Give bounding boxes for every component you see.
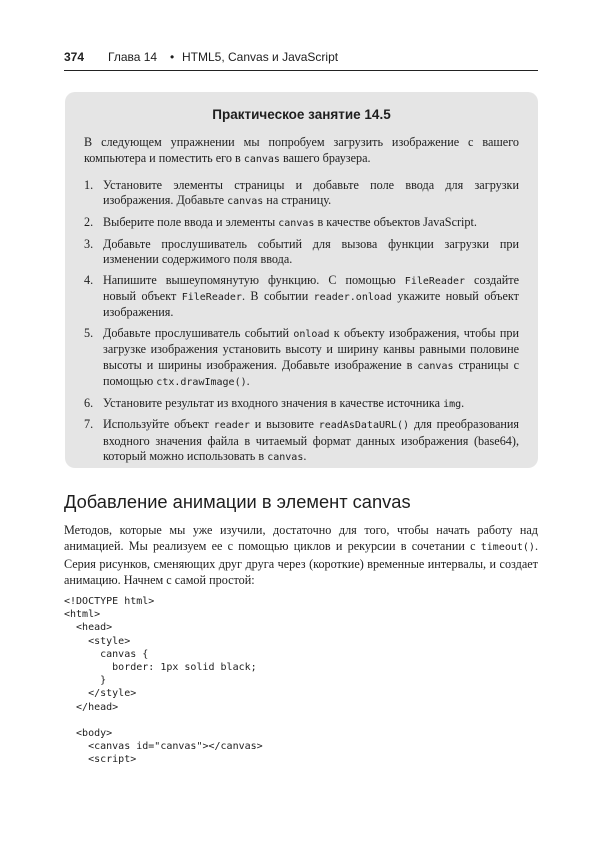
step-text: Установите элементы страницы и добавьте поле ввода для загрузки изображения. Добавьте [103, 178, 519, 208]
step-text: Напишите вышеупомянутую функцию. С помощью [103, 272, 405, 287]
step-item [84, 215, 519, 231]
inline-code: timeout() [480, 542, 535, 553]
intro-text: В следующем упражнении мы попробуем загрузить изображение с вашего компьютера и поместить его в [84, 135, 519, 165]
step-item [84, 396, 519, 412]
code-line: canvas { [64, 648, 149, 660]
step-item [84, 237, 519, 268]
inline-code: canvas [278, 217, 315, 229]
inline-code: onload [293, 328, 330, 340]
inline-code: canvas [417, 360, 454, 372]
code-line: <html> [64, 609, 101, 621]
step-text: . [246, 373, 250, 388]
inline-code: canvas [267, 451, 304, 463]
step-text: Установите результат из входного значения в качестве источника [103, 395, 444, 410]
step-text: . [461, 395, 465, 410]
page-header [64, 50, 538, 70]
header-bullet: • [170, 50, 175, 64]
step-number: 4. [84, 272, 94, 287]
step-text: для преобразования входного значения файла в читаемый формат данных изображения (base64), который можно использовать в [103, 417, 519, 463]
inline-code: readAsDataURL() [318, 420, 410, 432]
code-line: <!DOCTYPE html> [64, 596, 155, 607]
inline-code: ctx.drawImage() [156, 376, 247, 388]
code-line: <style> [64, 635, 131, 647]
book-title: HTML5, Canvas и JavaScript [182, 50, 339, 64]
step-number: 2. [84, 214, 94, 229]
paragraph-text: . Серия рисунков, сменяющих друг друга через (короткие) временные интервалы, и создает анимацию. Начнем с самой простой: [64, 539, 538, 587]
step-item [84, 326, 519, 390]
inline-code: reader.onload [313, 291, 392, 303]
step-text: в качестве объектов JavaScript. [314, 214, 477, 229]
section-heading: Добавление анимации в элемент canvas [64, 491, 411, 512]
step-text: Добавьте прослушиватель событий [103, 325, 294, 340]
step-text: к объекту изображения, чтобы при загрузке изображения установить высоту и ширину канвы равными половине высоты и ширины изображения. Добавьте изображение в [103, 325, 519, 372]
inline-code: FileReader [181, 291, 242, 303]
page-number: 374 [64, 50, 85, 64]
code-line: </style> [64, 688, 137, 700]
inline-code: img [443, 398, 462, 410]
step-number: 3. [84, 236, 94, 251]
paragraph-text: Методов, которые мы уже изучили, достаточно для того, чтобы начать работу над анимацией. Мы реализуем ее с помощью циклов и рекурсии в сочетании с [64, 523, 538, 553]
code-line: } [64, 675, 107, 687]
step-text: . [303, 448, 307, 463]
step-item [84, 178, 519, 210]
step-item [84, 417, 519, 465]
inline-code: reader [213, 420, 250, 432]
step-number: 7. [84, 417, 94, 432]
chapter-label: Глава 14 [108, 50, 158, 64]
code-line: <canvas id="canvas"></canvas> [64, 741, 263, 753]
code-line: border: 1px solid black; [64, 662, 257, 674]
step-text: создайте новый объект [103, 272, 520, 303]
code-block [64, 595, 538, 767]
exercise-steps [84, 178, 519, 470]
step-text: страницы с помощью [103, 357, 519, 388]
exercise-title: Практическое занятие 14.5 [212, 107, 391, 122]
step-item [84, 273, 519, 321]
step-text: Используйте объект [103, 417, 214, 432]
code-line [64, 714, 538, 727]
step-text: и вызовите [249, 417, 319, 432]
code-line: </head> [64, 701, 119, 713]
code-line: <script> [64, 754, 137, 766]
step-text: Добавьте прослушиватель событий для вызова функции загрузки при изменении содержимого поля ввода. [103, 236, 519, 266]
step-number: 5. [84, 325, 94, 340]
step-text: укажите новый объект изображения. [103, 288, 519, 320]
step-text: . В событии [241, 288, 314, 303]
body-paragraph [64, 522, 538, 588]
exercise-box [65, 92, 538, 468]
inline-code: canvas [227, 196, 264, 208]
intro-text: вашего браузера. [279, 150, 371, 165]
step-text: на страницу. [263, 193, 332, 208]
inline-code: canvas [243, 153, 280, 165]
exercise-intro [84, 135, 519, 167]
inline-code: FileReader [404, 275, 466, 287]
code-line: <body> [64, 728, 113, 740]
step-text: Выберите поле ввода и элементы [103, 214, 279, 229]
step-number: 6. [84, 395, 94, 410]
header-rule [64, 70, 538, 71]
step-number: 1. [84, 178, 94, 192]
code-line: <head> [64, 622, 113, 634]
